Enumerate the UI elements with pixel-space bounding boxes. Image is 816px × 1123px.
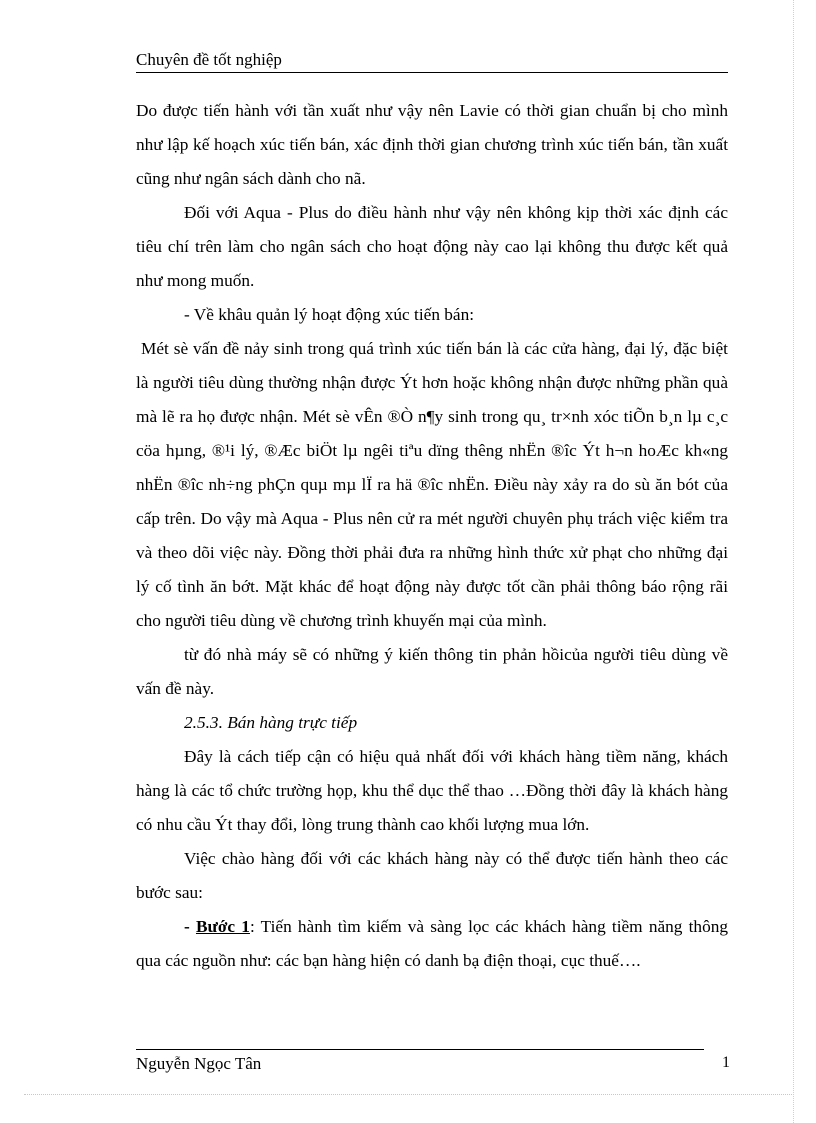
step-1-text: : Tiến hành tìm kiếm và sàng lọc các khách hàng tiềm năng thông qua các nguồn như: các bạn hàng hiện có danh bạ điện thoại, cục thuế…. [136,917,728,970]
page-boundary-right [793,0,794,1123]
paragraph-2: Đối với Aqua - Plus do điều hành như vậy nên không kịp thời xác định các tiêu chí trên làm cho ngân sách cho hoạt động này cao lại không thu được kết quả như mong muốn. [136,203,728,290]
page-number: 1 [722,1054,730,1071]
header-title: Chuyên đề tốt nghiệp [136,50,282,69]
footer-author: Nguyễn Ngọc Tân [136,1054,262,1073]
section-heading: 2.5.3. Bán hàng trực tiếp [184,713,358,732]
step-1-label: Bước 1 [195,917,250,936]
paragraph-7: Việc chào hàng đối với các khách hàng này có thể được tiến hành theo các bước sau: [136,849,728,902]
page-boundary-bottom [24,1094,794,1095]
step-1-dash: - [184,917,196,936]
paragraph-4: Mét sè vấn đề nảy sinh trong quá trình xúc tiến bán là các cửa hàng, đại lý, đặc biệt là người tiêu dùng thường nhận được Ýt hơn hoặc không nhận được những phần quà mà lẽ ra họ được nhận. Mét sè vÊn ®Ò n¶y sinh trong qu¸ tr×nh xóc tiÕn b¸n lµ c¸c cöa hµng, ®¹i lý, ®Æc biÖt lµ ngêi tiªu dïng thêng nhËn ®îc Ýt h¬n hoÆc kh«ng nhËn ®îc nh÷ng phÇn quµ mµ lÏ ra hä ®îc nhËn. Điều này xảy ra do sù ăn bót của cấp trên. Do vậy mà Aqua - Plus nên cử ra mét người chuyên phụ trách việc kiểm tra và theo dõi việc này. Đồng thời phải đưa ra những hình thức xử phạt cho những đại lý cố tình ăn bớt. Mặt khác để hoạt động này được tốt cần phải thông báo rộng rãi cho người tiêu dùng về chương trình khuyến mại của mình. [136,339,728,630]
paragraph-3: - Về khâu quản lý hoạt động xúc tiến bán: [184,305,475,324]
step-1-paragraph [136,910,728,978]
document-body [136,94,728,978]
paragraph-5: từ đó nhà máy sẽ có những ý kiến thông tin phản hồicủa người tiêu dùng về vấn đề này. [136,645,728,698]
footer-rule [136,1049,704,1050]
paragraph-1: Do được tiến hành với tần xuất như vậy nên Lavie có thời gian chuẩn bị cho mình như lập kế hoạch xúc tiến bán, xác định thời gian chương trình xúc tiến bán, tần xuất cũng như ngân sách dành cho nã. [136,101,728,188]
page-header [136,50,728,73]
paragraph-6: Đây là cách tiếp cận có hiệu quả nhất đối với khách hàng tiềm năng, khách hàng là các tổ chức trường họp, khu thể dục thể thao …Đồng thời đây là khách hàng có nhu cầu Ýt thay đổi, lòng trung thành cao khối lượng mua lớn. [136,747,728,834]
